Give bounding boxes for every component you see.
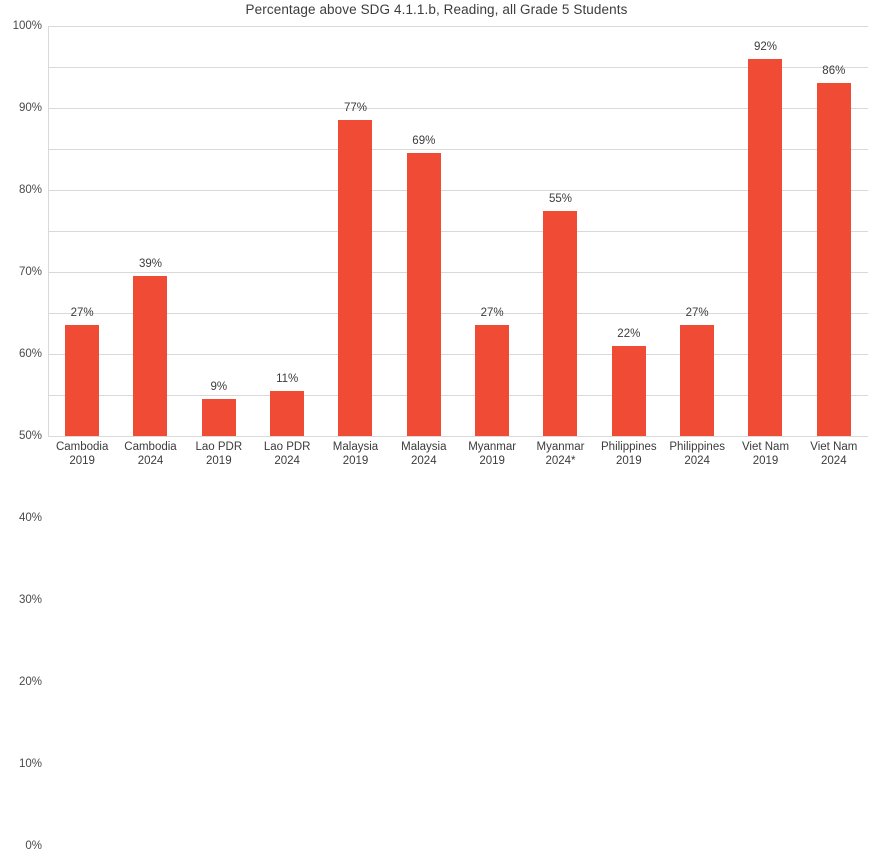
- bar-slot: [526, 26, 594, 436]
- y-axis-tick-label: 100%: [12, 20, 42, 32]
- bar-slot: [390, 26, 458, 436]
- bar[interactable]: [680, 325, 714, 436]
- bar-slot: [48, 26, 116, 436]
- y-axis-tick-label: 30%: [18, 594, 42, 606]
- bar-value-label: 69%: [412, 135, 436, 148]
- x-axis-tick-label: [116, 440, 184, 468]
- x-tick-country: Malaysia: [401, 441, 447, 453]
- bar-value-label: 92%: [753, 40, 777, 53]
- x-tick-country: Myanmar: [536, 441, 585, 453]
- y-axis-tick-label: 90%: [18, 102, 42, 114]
- bar[interactable]: [133, 276, 167, 436]
- bar-slot: [731, 26, 799, 436]
- bar-value-label: 27%: [70, 307, 94, 320]
- x-tick-country: Lao PDR: [263, 441, 311, 453]
- x-axis-tick-label: [48, 440, 116, 468]
- bar-value-label: 86%: [822, 65, 846, 78]
- x-tick-year: 2019: [479, 455, 505, 467]
- bar[interactable]: [612, 346, 646, 436]
- bar[interactable]: [407, 153, 441, 436]
- y-axis-tick-label: 70%: [18, 266, 42, 278]
- x-tick-country: Cambodia: [55, 441, 109, 453]
- chart-title: Percentage above SDG 4.1.1.b, Reading, all Grade 5 Students: [245, 2, 628, 17]
- y-axis-tick-label: 60%: [18, 348, 42, 360]
- bar[interactable]: [817, 83, 851, 436]
- bar-slot: [595, 26, 663, 436]
- x-axis-tick-label: [253, 440, 321, 468]
- bar-slot: [663, 26, 731, 436]
- bar[interactable]: [748, 59, 782, 436]
- bar-slot: [116, 26, 184, 436]
- y-axis-tick-label: 40%: [18, 512, 42, 524]
- y-axis-tick-label: 10%: [18, 758, 42, 770]
- x-tick-year: 2019: [206, 455, 232, 467]
- x-axis-tick-label: [390, 440, 458, 468]
- x-axis-tick-label: [526, 440, 594, 468]
- bar-value-label: 22%: [617, 327, 641, 340]
- bar-value-label: 39%: [138, 258, 162, 271]
- x-tick-country: Malaysia: [332, 441, 379, 453]
- x-axis-tick-label: [663, 440, 731, 468]
- y-axis-tick-label: 20%: [18, 676, 42, 688]
- bar-slot: [185, 26, 253, 436]
- bar-value-label: 27%: [480, 307, 504, 320]
- x-axis-tick-label: [458, 440, 526, 468]
- x-tick-year: 2019: [342, 455, 369, 467]
- x-tick-country: Myanmar: [468, 441, 517, 453]
- bar-slot: [458, 26, 526, 436]
- x-tick-country: Viet Nam: [810, 441, 858, 453]
- x-tick-year: 2019: [616, 455, 642, 467]
- x-axis-tick-label: [800, 440, 868, 468]
- x-tick-year: 2024: [137, 455, 164, 467]
- bar[interactable]: [338, 120, 372, 436]
- bar[interactable]: [270, 391, 304, 436]
- x-tick-country: Viet Nam: [741, 441, 790, 453]
- x-tick-country: Philippines: [601, 441, 657, 453]
- x-axis-tick-label: [185, 440, 253, 468]
- x-tick-year: 2019: [69, 455, 95, 467]
- bar-slot: [253, 26, 321, 436]
- bar-value-label: 55%: [548, 192, 572, 205]
- x-tick-year: 2024: [684, 455, 710, 467]
- y-axis-tick-label: 0%: [25, 840, 42, 852]
- bar-slot: [321, 26, 389, 436]
- bar[interactable]: [475, 325, 509, 436]
- x-axis-tick-label: [731, 440, 799, 468]
- bar-value-label: 11%: [276, 372, 299, 385]
- bar-value-label: 9%: [210, 381, 228, 394]
- x-tick-year: 2019: [752, 455, 779, 467]
- x-axis-tick-label: [595, 440, 663, 468]
- x-tick-year: 2024: [821, 455, 847, 467]
- x-axis-tick-label: [321, 440, 389, 468]
- bar-slot: [800, 26, 868, 436]
- y-axis-tick-label: 50%: [18, 430, 42, 442]
- y-axis-tick-label: 80%: [18, 184, 42, 196]
- bar-value-label: 77%: [343, 102, 367, 115]
- bar[interactable]: [202, 399, 236, 436]
- bar[interactable]: [543, 211, 577, 437]
- bar-value-label: 27%: [685, 307, 709, 320]
- bar[interactable]: [65, 325, 99, 436]
- x-tick-year: 2024: [274, 455, 300, 467]
- x-tick-country: Philippines: [669, 441, 725, 453]
- x-tick-country: Cambodia: [124, 441, 177, 453]
- x-tick-year: 2024: [411, 455, 437, 467]
- x-tick-country: Lao PDR: [195, 441, 243, 453]
- x-tick-year: 2024*: [545, 455, 576, 467]
